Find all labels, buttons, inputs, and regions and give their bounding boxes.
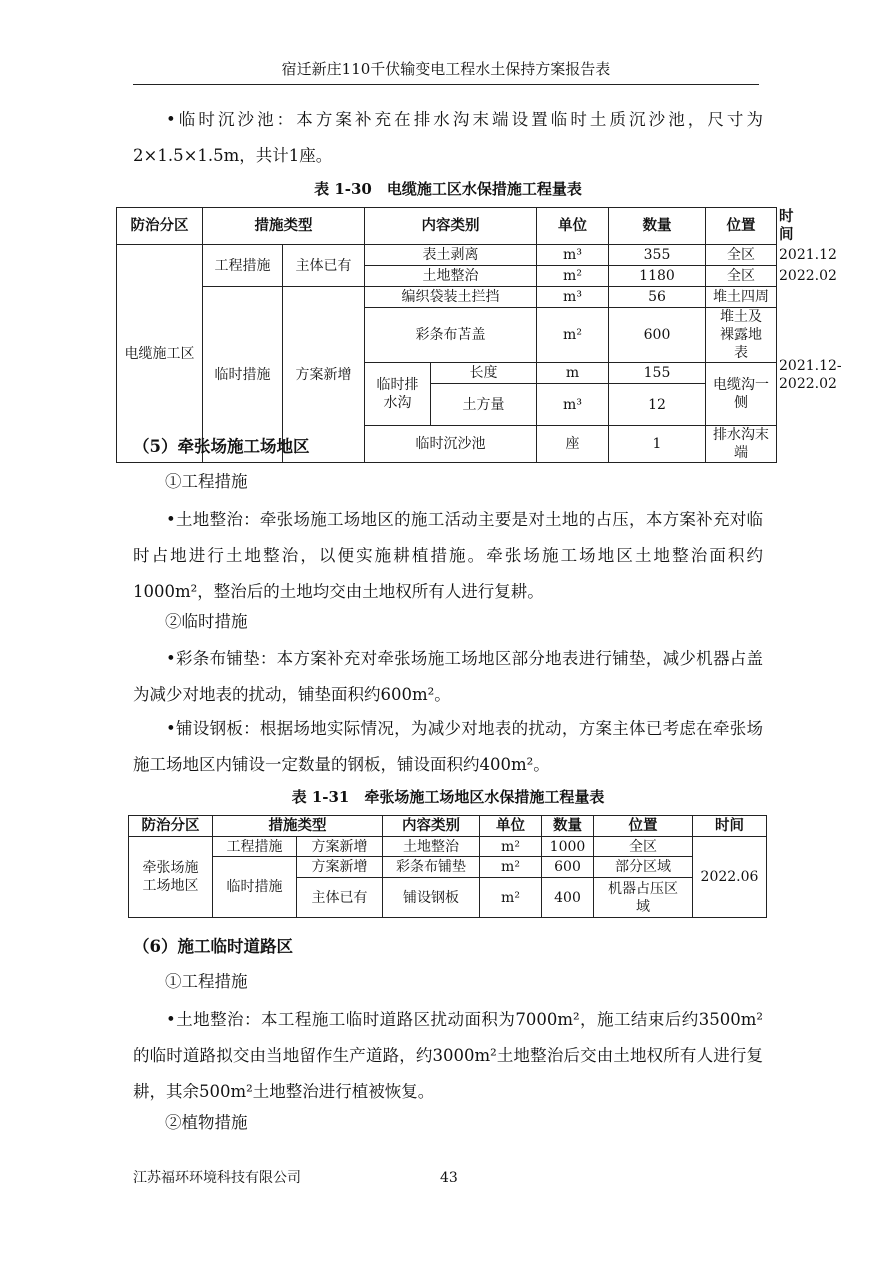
header-unit: 单位	[480, 816, 542, 837]
qty-cell: 1000	[542, 837, 594, 857]
unit-cell: m	[537, 363, 609, 384]
zone-cell: 电缆施工区	[117, 245, 203, 463]
loc-cell: 排水沟末端	[706, 426, 777, 463]
content-cell: 彩条布铺垫	[383, 857, 480, 878]
source-cell: 主体已有	[297, 878, 383, 918]
temp-measure-cell: 临时措施	[203, 287, 283, 463]
source-cell: 方案新增	[297, 857, 383, 878]
section-5-temp-paragraph-2: •铺设钢板：根据场地实际情况，为减少对地表的扰动，方案主体已考虑在牵张场施工场地区内铺设一定数量的钢板，铺设面积约400m²。	[133, 719, 763, 774]
sub-cell: 土方量	[431, 384, 537, 426]
qty-cell: 56	[609, 287, 706, 308]
section-5-title: （5）牵张场施工场地区	[133, 437, 310, 456]
time-cell: 2022.06	[693, 837, 767, 918]
header-unit: 单位	[537, 208, 609, 245]
header-qty: 数量	[542, 816, 594, 837]
eng-measure-cell: 工程措施	[213, 837, 297, 857]
page-header: 宿迁新庄110千伏输变电工程水土保持方案报告表	[133, 58, 759, 85]
unit-cell: m²	[537, 308, 609, 363]
unit-cell: m²	[480, 837, 542, 857]
eng-measure-cell: 工程措施	[203, 245, 283, 287]
qty-cell: 1	[609, 426, 706, 463]
section-6-plant-title: ②植物措施	[165, 1113, 248, 1132]
table-1-30-caption: 表 1-30 电缆施工区水保措施工程量表	[314, 180, 582, 198]
table-1-30: 防治分区 措施类型 内容类别 单位 数量 位置 时间 电缆施工区 工程措施 主体已有 表土剥离 m³ 355 全区 2021.12 土地整治 m² 1180 全区 2022.02 临时措施 方案新增 编织袋装土拦挡 m³ 56 堆土四周 2021.12-2022.02 彩条布苫盖 m² 600 堆土及裸露地表 临时排水沟 长度 m 155 电缆沟一侧 土方量 m³ 12 临时沉沙池 座 1 排水沟末端	[116, 207, 777, 463]
sub-cell: 长度	[431, 363, 537, 384]
loc-cell: 堆土及裸露地表	[706, 308, 777, 363]
header-zone: 防治分区	[129, 816, 213, 837]
header-content: 内容类别	[383, 816, 480, 837]
header-loc: 位置	[594, 816, 693, 837]
qty-cell: 600	[542, 857, 594, 878]
loc-cell: 机器占压区域	[594, 878, 693, 918]
content-cell: 铺设钢板	[383, 878, 480, 918]
loc-cell: 全区	[706, 245, 777, 266]
section-5-temp-paragraph-1: •彩条布铺垫：本方案补充对牵张场施工场地区部分地表进行铺垫，减少机器占盖为减少对地表的扰动，铺垫面积约600m²。	[133, 649, 763, 704]
section-6-title: （6）施工临时道路区	[133, 937, 293, 956]
content-cell: 表土剥离	[365, 245, 537, 266]
header-loc: 位置	[706, 208, 777, 245]
zone-cell: 牵张场施工场地区	[129, 837, 213, 918]
loc-cell: 全区	[594, 837, 693, 857]
content-cell: 土地整治	[365, 266, 537, 287]
sediment-basin-paragraph: •临时沉沙池：本方案补充在排水沟末端设置临时土质沉沙池，尺寸为2×1.5×1.5m，共计1座。	[133, 110, 763, 165]
qty-cell: 400	[542, 878, 594, 918]
content-cell: 土地整治	[383, 837, 480, 857]
loc-cell: 部分区域	[594, 857, 693, 878]
unit-cell: m²	[480, 878, 542, 918]
main-existing-cell: 主体已有	[283, 245, 365, 287]
section-6-eng-title: ①工程措施	[165, 972, 248, 991]
qty-cell: 155	[609, 363, 706, 384]
unit-cell: m³	[537, 384, 609, 426]
qty-cell: 600	[609, 308, 706, 363]
loc-cell: 电缆沟一侧	[706, 363, 777, 426]
temp-measure-cell: 临时措施	[213, 857, 297, 918]
header-qty: 数量	[609, 208, 706, 245]
unit-cell: m²	[480, 857, 542, 878]
loc-cell: 全区	[706, 266, 777, 287]
section-5-eng-paragraph: •土地整治：牵张场施工场地区的施工活动主要是对土地的占压，本方案补充对临时占地进行土地整治，以便实施耕植措施。牵张场施工场地区土地整治面积约1000m²，整治后的土地均交由土地权所有人进行复耕。	[133, 510, 763, 601]
section-5-temp-title: ②临时措施	[165, 612, 248, 631]
content-cell: 临时沉沙池	[365, 426, 537, 463]
unit-cell: m²	[537, 266, 609, 287]
ditch-cell: 临时排水沟	[365, 363, 431, 426]
loc-cell: 堆土四周	[706, 287, 777, 308]
header-content: 内容类别	[365, 208, 537, 245]
content-cell: 编织袋装土拦挡	[365, 287, 537, 308]
section-5-eng-title: ①工程措施	[165, 472, 248, 491]
unit-cell: m³	[537, 245, 609, 266]
header-type: 措施类型	[203, 208, 365, 245]
source-cell: 方案新增	[297, 837, 383, 857]
header-type: 措施类型	[213, 816, 383, 837]
footer-company: 江苏福环环境科技有限公司	[133, 1170, 301, 1186]
header-zone: 防治分区	[117, 208, 203, 245]
table-1-31	[128, 815, 767, 918]
section-6-eng-paragraph: •土地整治：本工程施工临时道路区扰动面积为7000m²，施工结束后约3500m²的临时道路拟交由当地留作生产道路，约3000m²土地整治后交由土地权所有人进行复耕，其余500m²土地整治进行植被恢复。	[133, 1010, 763, 1101]
qty-cell: 12	[609, 384, 706, 426]
content-cell: 彩条布苫盖	[365, 308, 537, 363]
table-1-31-caption: 表 1-31 牵张场施工场地区水保措施工程量表	[291, 788, 605, 806]
qty-cell: 355	[609, 245, 706, 266]
unit-cell: 座	[537, 426, 609, 463]
qty-cell: 1180	[609, 266, 706, 287]
unit-cell: m³	[537, 287, 609, 308]
new-added-cell: 方案新增	[283, 287, 365, 463]
header-time: 时间	[693, 816, 767, 837]
page-number: 43	[440, 1170, 458, 1186]
